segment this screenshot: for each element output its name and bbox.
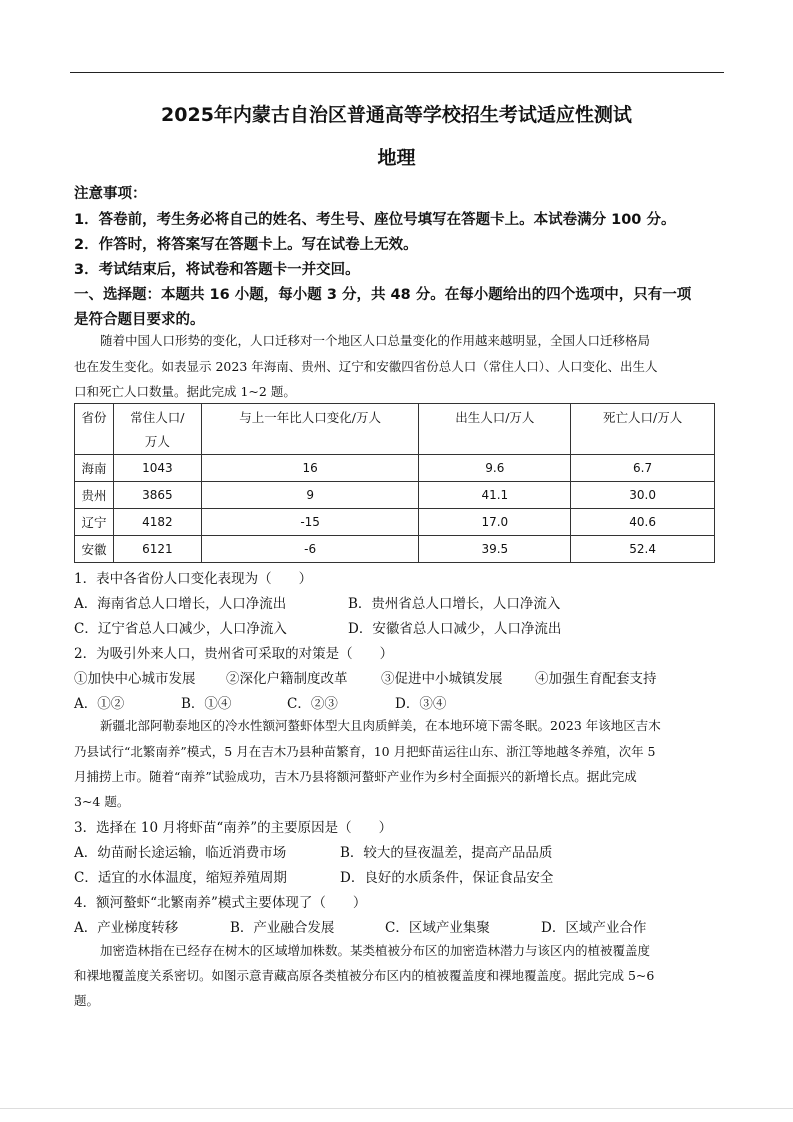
table-cell: 6121 — [113, 536, 201, 563]
table-cell: -15 — [201, 509, 419, 536]
question-1-option-a: A．海南省总人口增长，人口净流出 — [74, 596, 287, 612]
question-2-statement-1: ①加快中心城市发展 — [74, 671, 196, 687]
table-cell: 30.0 — [571, 482, 715, 509]
passage1-line-1: 随着中国人口形势的变化，人口迁移对一个地区人口总量变化的作用越来越明显，全国人口迁移格局 — [100, 333, 651, 348]
question-4-stem: 4．额河螯虾“北繁南养”模式主要体现了（ ） — [74, 895, 367, 911]
question-3-option-d: D．良好的水质条件，保证食品安全 — [340, 870, 554, 886]
question-2-statement-4: ④加强生育配套支持 — [535, 671, 657, 687]
table-cell: 安徽 — [75, 536, 114, 563]
table-cell: 6.7 — [571, 455, 715, 482]
table-row — [75, 536, 715, 563]
question-2-option-d: D．③④ — [395, 696, 447, 712]
table-cell: 41.1 — [419, 482, 571, 509]
question-4-option-b: B．产业融合发展 — [230, 920, 335, 936]
question-3-option-c: C．适宜的水体温度，缩短养殖周期 — [74, 870, 287, 886]
population-table — [74, 403, 715, 563]
table-cell: 17.0 — [419, 509, 571, 536]
question-2-stem: 2．为吸引外来人口，贵州省可采取的对策是（ ） — [74, 646, 394, 662]
notice-item-1: 1．答卷前，考生务必将自己的姓名、考生号、座位号填写在答题卡上。本试卷满分 100 分。 — [74, 212, 676, 228]
table-row — [75, 482, 715, 509]
notice-item-2: 2．作答时，将答案写在答题卡上。写在试卷上无效。 — [74, 237, 418, 253]
passage1-line-2: 也在发生变化。如表显示 2023 年海南、贵州、辽宁和安徽四省份总人口（常住人口）、人口变化、出生人 — [74, 359, 658, 374]
question-1-option-c: C．辽宁省总人口减少，人口净流入 — [74, 621, 287, 637]
table-header-cell: 省份 — [75, 404, 114, 455]
top-rule — [70, 72, 724, 73]
table-header-cell: 死亡人口/万人 — [571, 404, 715, 455]
question-2-option-b: B．①④ — [181, 696, 232, 712]
exam-title: 2025年内蒙古自治区普通高等学校招生考试适应性测试 — [161, 104, 632, 126]
table-header-cell: 出生人口/万人 — [419, 404, 571, 455]
table-cell: 39.5 — [419, 536, 571, 563]
question-4-option-a: A．产业梯度转移 — [74, 920, 179, 936]
table-cell: 4182 — [113, 509, 201, 536]
question-3-option-a: A．幼苗耐长途运输，临近消费市场 — [74, 845, 287, 861]
table-row — [75, 455, 715, 482]
table-row — [75, 509, 715, 536]
table-header-cell: 与上一年比人口变化/万人 — [201, 404, 419, 455]
subject-title: 地理 — [377, 147, 416, 169]
table-cell: 9 — [201, 482, 419, 509]
notice-heading: 注意事项： — [74, 186, 147, 202]
table-cell: 9.6 — [419, 455, 571, 482]
question-1-option-b: B．贵州省总人口增长，人口净流入 — [348, 596, 561, 612]
question-2-option-c: C．②③ — [287, 696, 338, 712]
table-header-row — [75, 404, 715, 455]
passage2-line-1: 新疆北部阿勒泰地区的冷水性额河螯虾体型大且肉质鲜美，在本地环境下需冬眠。2023 年该地区吉木 — [100, 718, 661, 733]
question-4-option-d: D．区域产业合作 — [541, 920, 647, 936]
passage2-line-2: 乃县试行“北繁南养”模式，5 月在吉木乃县种苗繁育，10 月把虾苗运往山东、浙江等地越冬养殖，次年 5 — [74, 744, 656, 759]
notice-item-3: 3．考试结束后，将试卷和答题卡一并交回。 — [74, 262, 360, 278]
passage2-line-4: 3~4 题。 — [74, 794, 130, 809]
table-header-cell: 常住人口/万人 — [113, 404, 201, 455]
table-cell: 贵州 — [75, 482, 114, 509]
passage3-line-3: 题。 — [74, 993, 100, 1008]
passage3-line-2: 和裸地覆盖度关系密切。如图示意青藏高原各类植被分布区内的植被覆盖度和裸地覆盖度。据此完成 5~6 — [74, 968, 655, 983]
question-1-option-d: D．安徽省总人口减少，人口净流出 — [348, 621, 562, 637]
table-cell: 52.4 — [571, 536, 715, 563]
question-4-option-c: C．区域产业集聚 — [385, 920, 490, 936]
question-1-stem: 1．表中各省份人口变化表现为（ ） — [74, 571, 313, 587]
question-2-option-a: A．①② — [74, 696, 125, 712]
table-cell: 辽宁 — [75, 509, 114, 536]
passage2-line-3: 月捕捞上市。随着“南养”试验成功，吉木乃县将额河螯虾产业作为乡村全面振兴的新增长点。据此完成 — [74, 769, 637, 784]
table-cell: 1043 — [113, 455, 201, 482]
question-3-stem: 3．选择在 10 月将虾苗“南养”的主要原因是（ ） — [74, 820, 393, 836]
section-heading-line-2: 是符合题目要求的。 — [74, 312, 205, 328]
passage3-line-1: 加密造林指在已经存在树木的区域增加株数。某类植被分布区的加密造林潜力与该区内的植被覆盖度 — [100, 943, 651, 958]
table-cell: -6 — [201, 536, 419, 563]
question-3-option-b: B．较大的昼夜温差，提高产品品质 — [340, 845, 553, 861]
question-2-statement-2: ②深化户籍制度改革 — [226, 671, 348, 687]
section-heading-line-1: 一、选择题：本题共 16 小题，每小题 3 分，共 48 分。在每小题给出的四个选项中，只有一项 — [74, 287, 692, 303]
question-2-statement-3: ③促进中小城镇发展 — [381, 671, 503, 687]
passage1-line-3: 口和死亡人口数量。据此完成 1~2 题。 — [74, 384, 296, 399]
table-cell: 3865 — [113, 482, 201, 509]
table-cell: 16 — [201, 455, 419, 482]
table-cell: 海南 — [75, 455, 114, 482]
table-cell: 40.6 — [571, 509, 715, 536]
page-bottom-edge — [0, 1108, 793, 1109]
